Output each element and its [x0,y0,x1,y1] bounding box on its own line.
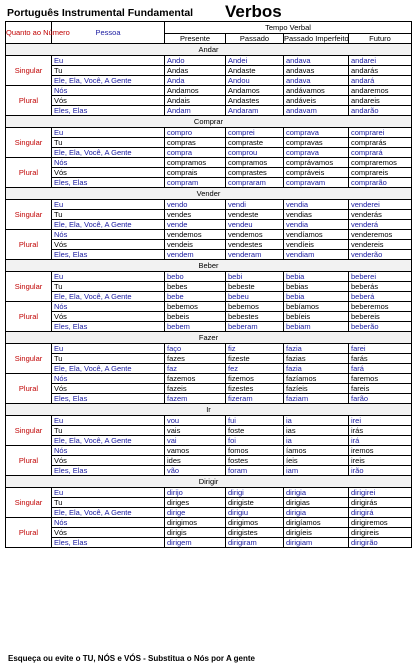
conjugation-cell: venderam [226,250,284,260]
verb-section-title: Ir [6,404,412,416]
conjugation-cell: compram [165,178,226,188]
conjugation-cell: bebias [284,282,349,292]
table-row [6,364,412,374]
table-row [6,394,412,404]
conjugation-cell: irei [349,416,412,426]
conjugation-cell: vendia [284,220,349,230]
verb-section-title: Comprar [6,116,412,128]
pronoun-cell: Vós [52,312,165,322]
conjugation-cell: venderei [349,200,412,210]
conjugation-cell: fazem [165,394,226,404]
conjugation-cell: Andaram [226,106,284,116]
conjugation-cell: bebia [284,292,349,302]
conjugation-cell: compravam [284,178,349,188]
pronoun-cell: Vós [52,168,165,178]
pronoun-cell: Tu [52,498,165,508]
conjugation-cell: compraste [226,138,284,148]
conjugation-cell: comprarão [349,178,412,188]
conjugation-cell: ias [284,426,349,436]
table-row [6,384,412,394]
verb-section-title: Fazer [6,332,412,344]
table-row [6,508,412,518]
conjugation-cell: comprei [226,128,284,138]
pronoun-cell: Eu [52,416,165,426]
table-row [6,446,412,456]
table-row [6,538,412,548]
conjugation-cell: Andastes [226,96,284,106]
conjugation-cell: comprareis [349,168,412,178]
conjugation-cell: vai [165,436,226,446]
conjugation-cell: irás [349,426,412,436]
conjugation-cell: bebeste [226,282,284,292]
conjugation-cell: fizeste [226,354,284,364]
conjugation-cell: vendemos [165,230,226,240]
conjugation-cell: fazias [284,354,349,364]
pronoun-cell: Ele, Ela, Você, A Gente [52,436,165,446]
conjugation-cell: andávamos [284,86,349,96]
number-singular: Singular [6,200,52,230]
pronoun-cell: Nós [52,230,165,240]
conjugation-cell: farás [349,354,412,364]
conjugation-cell: compramos [165,158,226,168]
conjugation-cell: dirigias [284,498,349,508]
verb-section-title: Andar [6,44,412,56]
header-futuro: Futuro [349,34,412,44]
conjugation-cell: bebemos [226,302,284,312]
conjugation-cell: fizestes [226,384,284,394]
number-plural: Plural [6,446,52,476]
conjugation-cell: vais [165,426,226,436]
table-row [6,220,412,230]
conjugation-cell: fazes [165,354,226,364]
page-title: Verbos [225,2,282,21]
conjugation-cell: vamos [165,446,226,456]
conjugation-cell: vou [165,416,226,426]
conjugation-cell: compraram [226,178,284,188]
number-singular: Singular [6,416,52,446]
pronoun-cell: Ele, Ela, Você, A Gente [52,220,165,230]
conjugation-cell: andáveis [284,96,349,106]
header-passado: Passado [226,34,284,44]
table-row [6,528,412,538]
conjugation-cell: andavas [284,66,349,76]
conjugation-cell: dirigiremos [349,518,412,528]
conjugation-cell: irá [349,436,412,446]
conjugation-cell: venderá [349,220,412,230]
conjugation-cell: compra [165,148,226,158]
conjugation-cell: andarei [349,56,412,66]
conjugation-cell: dirigirão [349,538,412,548]
pronoun-cell: Eles, Elas [52,538,165,548]
table-row [6,138,412,148]
pronoun-cell: Nós [52,446,165,456]
conjugation-cell: bebeu [226,292,284,302]
pronoun-cell: Eu [52,128,165,138]
conjugation-cell: bebi [226,272,284,282]
pronoun-cell: Ele, Ela, Você, A Gente [52,76,165,86]
conjugation-cell: foste [226,426,284,436]
number-plural: Plural [6,374,52,404]
table-row [6,302,412,312]
conjugation-cell: dirigimos [226,518,284,528]
conjugation-cell: dirigimos [165,518,226,528]
conjugation-cell: beberemos [349,302,412,312]
pronoun-cell: Eu [52,200,165,210]
conjugation-cell: vendeste [226,210,284,220]
conjugation-cell: iam [284,466,349,476]
conjugation-cell: ia [284,416,349,426]
conjugation-cell: comprarei [349,128,412,138]
number-plural: Plural [6,230,52,260]
conjugation-cell: Andam [165,106,226,116]
table-row [6,168,412,178]
conjugation-cell: Andamos [165,86,226,96]
conjugation-cell: andava [284,56,349,66]
conjugation-cell: compro [165,128,226,138]
table-row [6,312,412,322]
conjugation-cell: andarás [349,66,412,76]
pronoun-cell: Eu [52,56,165,66]
conjugation-cell: dirigiu [226,508,284,518]
number-singular: Singular [6,56,52,86]
conjugation-cell: fazia [284,344,349,354]
conjugation-cell: ia [284,436,349,446]
conjugation-cell: bebereis [349,312,412,322]
conjugation-cell: Ando [165,56,226,66]
conjugation-cell: bebia [284,272,349,282]
conjugation-cell: íeis [284,456,349,466]
conjugation-cell: fui [226,416,284,426]
conjugation-cell: vendias [284,210,349,220]
pronoun-cell: Nós [52,86,165,96]
pronoun-cell: Tu [52,66,165,76]
conjugation-cell: bebíamos [284,302,349,312]
conjugation-cell: vendo [165,200,226,210]
number-singular: Singular [6,272,52,302]
table-row [6,292,412,302]
table-row [6,106,412,116]
table-row [6,456,412,466]
conjugation-cell: comprava [284,148,349,158]
conjugation-cell: bebes [165,282,226,292]
conjugation-cell: foram [226,466,284,476]
conjugation-cell: comprais [165,168,226,178]
conjugation-cell: dirigiste [226,498,284,508]
pronoun-cell: Eles, Elas [52,394,165,404]
pronoun-cell: Vós [52,96,165,106]
table-row [6,374,412,384]
conjugation-cell: comprará [349,148,412,158]
pronoun-cell: Eles, Elas [52,466,165,476]
table-row [6,282,412,292]
conjugation-cell: dirigia [284,488,349,498]
title-row [5,3,411,21]
header-person: Pessoa [52,22,165,44]
header-passado-imperfeito: Passado Imperfeito [284,34,349,43]
number-singular: Singular [6,488,52,518]
conjugation-cell: vende [165,220,226,230]
table-row [6,200,412,210]
conjugation-cell: fomos [226,446,284,456]
conjugation-cell: fazia [284,364,349,374]
table-row [6,210,412,220]
conjugation-cell: fará [349,364,412,374]
pronoun-cell: Eles, Elas [52,250,165,260]
pronoun-cell: Ele, Ela, Você, A Gente [52,508,165,518]
verb-table [5,21,412,548]
pronoun-cell: Eles, Elas [52,106,165,116]
conjugation-cell: farei [349,344,412,354]
conjugation-cell: compravas [284,138,349,148]
conjugation-cell: vendereis [349,240,412,250]
table-row [6,354,412,364]
conjugation-cell: comprava [284,128,349,138]
conjugation-cell: Andaste [226,66,284,76]
table-row [6,230,412,240]
footer-note: Esqueça ou evite o TU, NÓS e VÓS - Substitua o Nós por A gente [8,654,255,663]
conjugation-cell: compráveis [284,168,349,178]
conjugation-cell: bebemos [165,302,226,312]
conjugation-cell: bebeis [165,312,226,322]
table-row [6,498,412,508]
table-row [6,518,412,528]
conjugation-cell: venderão [349,250,412,260]
conjugation-cell: ides [165,456,226,466]
conjugation-cell: íamos [284,446,349,456]
pronoun-cell: Eles, Elas [52,178,165,188]
conjugation-cell: dirigiam [284,538,349,548]
conjugation-cell: vendia [284,200,349,210]
conjugation-cell: fazíamos [284,374,349,384]
conjugation-cell: dirigirás [349,498,412,508]
pronoun-cell: Eu [52,272,165,282]
number-plural: Plural [6,86,52,116]
conjugation-cell: vendi [226,200,284,210]
conjugation-cell: fizemos [226,374,284,384]
conjugation-cell: bebestes [226,312,284,322]
table-row [6,488,412,498]
table-row [6,148,412,158]
conjugation-cell: vendem [165,250,226,260]
conjugation-cell: dirijo [165,488,226,498]
conjugation-cell: andarão [349,106,412,116]
number-singular: Singular [6,344,52,374]
conjugation-cell: dirigis [165,528,226,538]
table-row [6,416,412,426]
table-row [6,178,412,188]
pronoun-cell: Eu [52,344,165,354]
conjugation-cell: beberá [349,292,412,302]
conjugation-cell: vendíamos [284,230,349,240]
conjugation-cell: dirigistes [226,528,284,538]
conjugation-cell: venderás [349,210,412,220]
table-row [6,240,412,250]
pronoun-cell: Vós [52,384,165,394]
conjugation-cell: fazeis [165,384,226,394]
conjugation-cell: Andou [226,76,284,86]
verb-section-title: Dirigir [6,476,412,488]
conjugation-cell: fazíeis [284,384,349,394]
conjugation-cell: ireis [349,456,412,466]
pronoun-cell: Nós [52,158,165,168]
table-row [6,272,412,282]
conjugation-cell: bebíeis [284,312,349,322]
conjugation-cell: compramos [226,158,284,168]
pronoun-cell: Ele, Ela, Você, A Gente [52,364,165,374]
conjugation-cell: dirige [165,508,226,518]
conjugation-cell: faz [165,364,226,374]
pronoun-cell: Nós [52,518,165,528]
conjugation-cell: bebem [165,322,226,332]
pronoun-cell: Tu [52,354,165,364]
pronoun-cell: Eles, Elas [52,322,165,332]
pronoun-cell: Eu [52,488,165,498]
conjugation-cell: diriges [165,498,226,508]
conjugation-cell: irão [349,466,412,476]
pronoun-cell: Nós [52,302,165,312]
conjugation-cell: beberão [349,322,412,332]
conjugation-cell: venderemos [349,230,412,240]
number-plural: Plural [6,158,52,188]
conjugation-cell: dirigireis [349,528,412,538]
conjugation-cell: Andas [165,66,226,76]
table-row [6,250,412,260]
verb-section-title: Beber [6,260,412,272]
pronoun-cell: Tu [52,210,165,220]
number-plural: Plural [6,518,52,548]
pronoun-cell: Tu [52,138,165,148]
pronoun-cell: Tu [52,426,165,436]
pronoun-cell: Tu [52,282,165,292]
table-row [6,436,412,446]
conjugation-cell: vendeis [165,240,226,250]
conjugation-cell: compraremos [349,158,412,168]
conjugation-cell: fiz [226,344,284,354]
conjugation-cell: dirigirei [349,488,412,498]
pronoun-cell: Vós [52,456,165,466]
conjugation-cell: faziam [284,394,349,404]
conjugation-cell: dirigem [165,538,226,548]
verb-section-title: Vender [6,188,412,200]
conjugation-cell: andareis [349,96,412,106]
conjugation-cell: vendiam [284,250,349,260]
pronoun-cell: Ele, Ela, Você, A Gente [52,292,165,302]
pronoun-cell: Vós [52,240,165,250]
table-row [6,322,412,332]
conjugation-cell: iremos [349,446,412,456]
table-row [6,426,412,436]
conjugation-cell: vendíeis [284,240,349,250]
table-row [6,128,412,138]
conjugation-cell: dirigi [226,488,284,498]
conjugation-cell: faremos [349,374,412,384]
conjugation-cell: farão [349,394,412,404]
header-quantity: Quanto ao Número [6,22,52,44]
conjugation-cell: dirigíeis [284,528,349,538]
conjugation-cell: vendemos [226,230,284,240]
conjugation-cell: compras [165,138,226,148]
conjugation-cell: andaremos [349,86,412,96]
conjugation-cell: beberei [349,272,412,282]
pronoun-cell: Nós [52,374,165,384]
conjugation-cell: fostes [226,456,284,466]
doc-title: Português Instrumental Fundamental [7,7,194,19]
conjugation-cell: fez [226,364,284,374]
conjugation-cell: andavam [284,106,349,116]
conjugation-cell: dirigiram [226,538,284,548]
conjugation-cell: andará [349,76,412,86]
table-row [6,56,412,66]
conjugation-cell: comprávamos [284,158,349,168]
table-row [6,66,412,76]
number-singular: Singular [6,128,52,158]
conjugation-cell: Anda [165,76,226,86]
conjugation-cell: vendes [165,210,226,220]
conjugation-cell: dirigíamos [284,518,349,528]
conjugation-cell: Andei [226,56,284,66]
pronoun-cell: Vós [52,528,165,538]
conjugation-cell: Andamos [226,86,284,96]
table-row [6,466,412,476]
conjugation-cell: faço [165,344,226,354]
table-row [6,344,412,354]
conjugation-cell: vendestes [226,240,284,250]
conjugation-cell: comprarás [349,138,412,148]
table-row [6,158,412,168]
pronoun-cell: Ele, Ela, Você, A Gente [52,148,165,158]
conjugation-cell: vão [165,466,226,476]
header-tense-group: Tempo Verbal [165,22,412,34]
table-row [6,86,412,96]
conjugation-cell: comprou [226,148,284,158]
conjugation-cell: dirigirá [349,508,412,518]
conjugation-cell: comprastes [226,168,284,178]
conjugation-cell: andava [284,76,349,86]
conjugation-cell: bebo [165,272,226,282]
number-plural: Plural [6,302,52,332]
conjugation-cell: dirigia [284,508,349,518]
conjugation-cell: beberás [349,282,412,292]
conjugation-cell: bebiam [284,322,349,332]
header-presente: Presente [165,34,226,44]
conjugation-cell: fareis [349,384,412,394]
conjugation-cell: fazemos [165,374,226,384]
conjugation-cell: foi [226,436,284,446]
conjugation-cell: bebe [165,292,226,302]
conjugation-cell: Andais [165,96,226,106]
conjugation-cell: fizeram [226,394,284,404]
conjugation-cell: beberam [226,322,284,332]
table-row [6,76,412,86]
conjugation-cell: vendeu [226,220,284,230]
table-row [6,96,412,106]
